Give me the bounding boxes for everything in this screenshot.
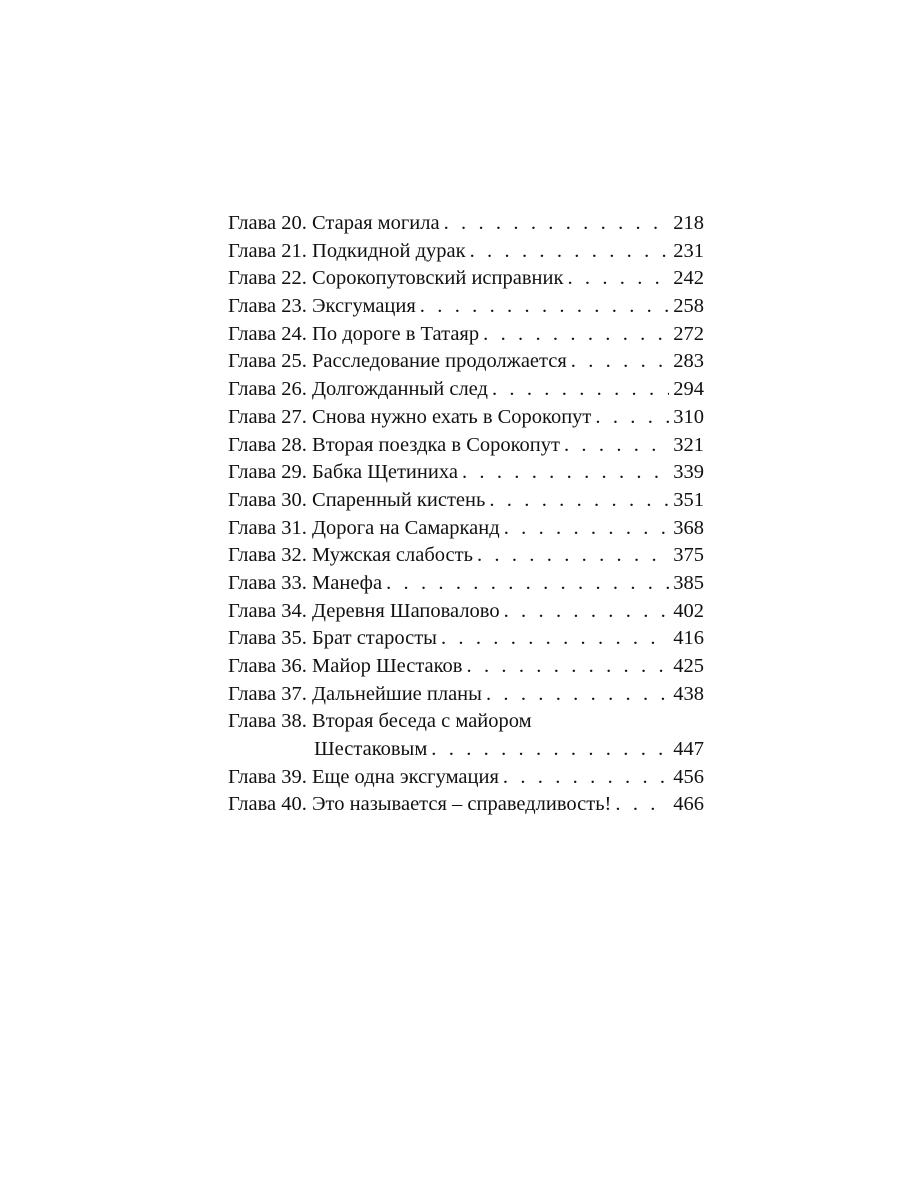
toc-entry-title: Глава 26. Долгожданный след [228,378,488,401]
dot-leader [504,515,670,543]
dot-leader [477,542,669,570]
toc-entry-page-number: 321 [673,433,704,456]
toc-entry-chapter-27[interactable] [228,404,704,432]
toc-entry-chapter-22[interactable] [228,265,704,293]
toc-entry-title: Глава 36. Майор Шестаков [228,655,463,677]
toc-entry-chapter-35[interactable] [228,625,704,653]
toc-entry-chapter-20[interactable] [228,210,704,238]
toc-entry-page-number: 402 [673,599,704,622]
toc-entry-title: Глава 32. Мужская слабость [228,544,473,567]
toc-entry-page-number: 368 [673,516,704,539]
toc-entry-chapter-36[interactable] [228,653,704,681]
toc-entry-title: Глава 25. Расследование продолжается [228,350,567,373]
toc-entry-page-number: 231 [673,239,704,262]
dot-leader [431,736,669,764]
toc-entry-title: Глава 28. Вторая поездка в Сорокопут [228,433,560,456]
toc-entry-chapter-29[interactable] [228,459,704,487]
toc-entry-page-number: 351 [673,488,704,511]
toc-entry-chapter-39[interactable] [228,764,704,792]
dot-leader [571,348,669,376]
toc-entry-title: Глава 38. Вторая беседа с майором [228,710,532,733]
toc-entry-title: Глава 27. Снова нужно ехать в Сорокопут [228,405,592,428]
table-of-contents [228,210,704,819]
toc-entry-title: Глава 31. Дорога на Самарканд [228,516,500,539]
toc-entry-title: Глава 37. Дальнейшие планы [228,682,482,705]
dot-leader [492,376,669,404]
dot-leader [504,598,670,626]
toc-entry-title: Глава 40. Это называется – справедливость! [228,793,612,816]
toc-entry-chapter-21[interactable] [228,238,704,266]
dot-leader [386,570,669,598]
toc-entry-chapter-28[interactable] [228,432,704,460]
toc-entry-title: Глава 23. Эксгумация [228,295,416,318]
toc-entry-title: Глава 22. Сорокопутовский исправник [228,267,564,290]
toc-entry-title: Глава 21. Подкидной дурак [228,239,466,262]
toc-entry-chapter-30[interactable] [228,487,704,515]
toc-entry-page-number: 258 [673,295,704,318]
toc-entry-chapter-37[interactable] [228,681,704,709]
dot-leader [483,321,669,349]
dot-leader [462,459,669,487]
toc-entry-page-number: 272 [673,322,704,345]
toc-entry-page-number: 339 [673,461,704,484]
toc-entry-title: Глава 20. Старая могила [228,212,440,234]
toc-entry-chapter-24[interactable] [228,321,704,349]
toc-entry-title: Глава 35. Брат старосты [228,627,437,650]
toc-entry-page-number: 456 [673,765,704,788]
toc-entry-page-number: 385 [673,571,704,594]
toc-entry-title: Глава 39. Еще одна эксгумация [228,765,499,788]
toc-entry-page-number: 438 [673,682,704,705]
dot-leader [444,210,670,238]
toc-entry-chapter-26[interactable] [228,376,704,404]
dot-leader [486,681,669,709]
dot-leader [595,404,669,432]
toc-entry-title: Глава 34. Деревня Шаповалово [228,599,500,622]
toc-entry-page-number: 242 [673,267,704,290]
toc-entry-page-number: 283 [673,350,704,373]
toc-entry-chapter-32[interactable] [228,542,704,570]
toc-entry-page-number: 375 [673,544,704,567]
dot-leader [503,764,669,792]
toc-entry-title: Глава 24. По дороге в Татаяр [228,322,480,345]
toc-entry-page-number: 466 [673,793,704,816]
dot-leader [489,487,669,515]
dot-leader [567,265,669,293]
toc-entry-chapter-31[interactable] [228,515,704,543]
toc-entry-chapter-33[interactable] [228,570,704,598]
toc-entry-page-number: 310 [673,405,704,428]
dot-leader [564,432,669,460]
dot-leader [615,791,669,819]
toc-entry-title-continued: Шестаковым [314,738,428,761]
toc-entry-chapter-40[interactable] [228,791,704,819]
toc-entry-title: Глава 33. Манефа [228,571,383,594]
toc-entry-title: Глава 29. Бабка Щетиниха [228,461,458,484]
toc-entry-chapter-38-continued[interactable] [228,736,704,764]
dot-leader [467,653,670,681]
dot-leader [420,293,669,321]
toc-entry-chapter-38[interactable] [228,708,704,736]
toc-entry-chapter-25[interactable] [228,348,704,376]
toc-entry-page-number: 294 [673,378,704,401]
toc-entry-page-number: 218 [673,212,704,234]
toc-entry-chapter-34[interactable] [228,598,704,626]
dot-leader [441,625,669,653]
toc-entry-page-number: 416 [673,627,704,650]
toc-entry-title: Глава 30. Спаренный кистень [228,488,486,511]
toc-entry-page-number: 447 [673,738,704,761]
toc-entry-page-number: 425 [673,655,704,677]
toc-entry-chapter-23[interactable] [228,293,704,321]
dot-leader [470,238,670,266]
